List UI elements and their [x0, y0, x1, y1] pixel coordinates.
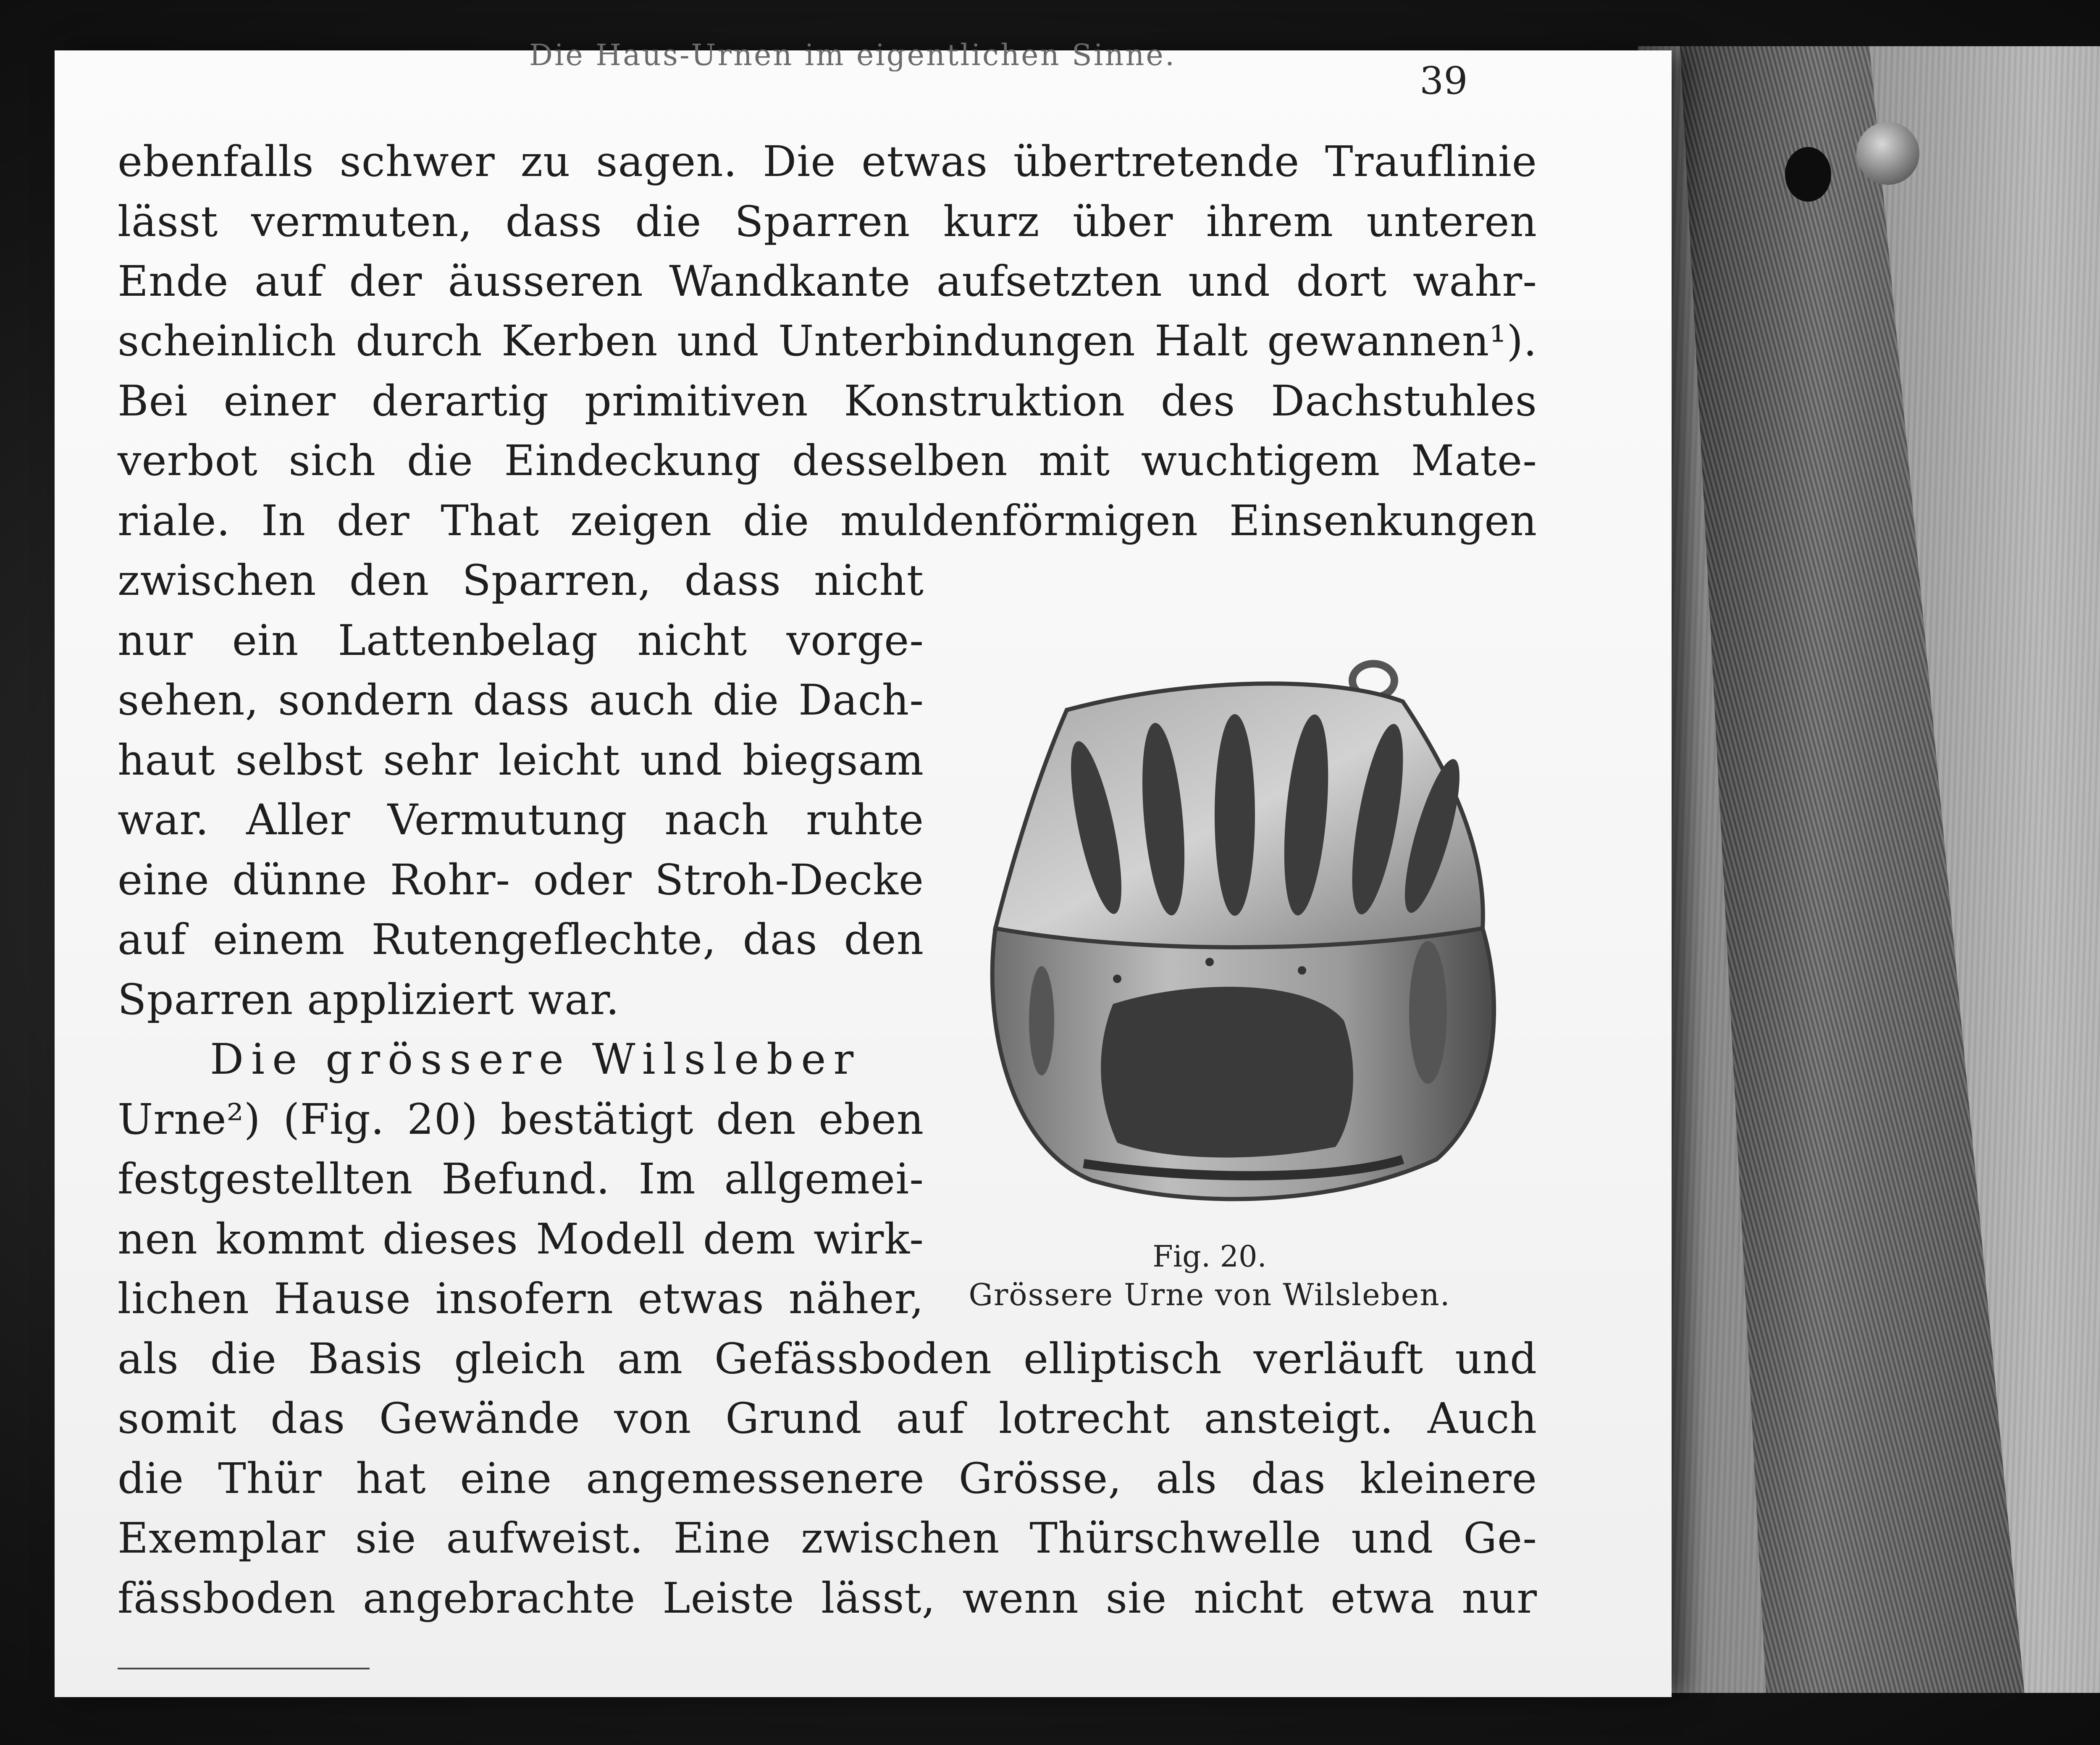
- text-line: fässboden angebrachte Leiste lässt, wenn sie nicht etwa nur: [118, 1574, 1537, 1623]
- text-line: sehen, sondern dass auch die Dach-: [118, 675, 924, 725]
- board-dowel: [1856, 122, 1919, 185]
- text-line: Urne²) (Fig. 20) bestätigt den eben: [118, 1095, 924, 1144]
- text-line: Exemplar sie aufweist. Eine zwischen Thürschwelle und Ge-: [118, 1514, 1537, 1563]
- figure-label: Fig. 20.: [1152, 1239, 1267, 1274]
- text-line: Bei einer derartig primitiven Konstruktion des Dachstuhles: [118, 376, 1537, 426]
- text-line: ebenfalls schwer zu sagen. Die etwas übertretende Trauflinie: [118, 137, 1537, 186]
- text-line: Ende auf der äusseren Wandkante aufsetzten und dort wahr-: [118, 257, 1537, 306]
- text-line: haut selbst sehr leicht und biegsam: [118, 736, 924, 785]
- text-line: riale. In der That zeigen die muldenförmigen Einsenkungen: [118, 496, 1537, 545]
- urn-door: [1101, 987, 1353, 1157]
- text-line: die Thür hat eine angemessenere Grösse, als das kleinere: [118, 1454, 1537, 1503]
- book-page: [55, 38, 1672, 1697]
- text-line: nur ein Lattenbelag nicht vorge-: [118, 616, 924, 665]
- text-line: verbot sich die Eindeckung desselben mit wuchtigem Mate-: [118, 436, 1537, 485]
- text-line: war. Aller Vermutung nach ruhte: [118, 795, 924, 844]
- page-number: 39: [1420, 59, 1468, 103]
- board-hole: [1785, 147, 1831, 202]
- text-line: eine dünne Rohr- oder Stroh-Decke: [118, 855, 924, 904]
- text-line: lichen Hause insofern etwas näher,: [118, 1274, 924, 1323]
- urn-slit: [1029, 966, 1054, 1075]
- text-line: somit das Gewände von Grund auf lotrecht ansteigt. Auch: [118, 1394, 1537, 1443]
- text-line: nen kommt dieses Modell dem wirk-: [118, 1214, 924, 1264]
- house-urn-illustration: [958, 601, 1512, 1218]
- text-line: Sparren appliziert war.: [118, 975, 620, 1024]
- text-line: festgestellten Befund. Im allgemei-: [118, 1154, 924, 1204]
- paragraph-lead: Die grössere Wilsleber: [210, 1035, 861, 1084]
- text-line: lässt vermuten, dass die Sparren kurz über ihrem unteren: [118, 197, 1537, 246]
- running-head: Die Haus-Urnen im eigentlichen Sinne.: [529, 38, 1176, 71]
- text-line: zwischen den Sparren, dass nicht: [118, 556, 924, 605]
- figure-caption: Grössere Urne von Wilsleben.: [969, 1277, 1451, 1312]
- text-line: scheinlich durch Kerben und Unterbindungen Halt gewannen¹).: [118, 316, 1537, 365]
- text-line: auf einem Rutengeflechte, das den: [118, 915, 924, 964]
- text-line: als die Basis gleich am Gefässboden elliptisch verläuft und: [118, 1334, 1537, 1383]
- footnote-rule: [118, 1668, 370, 1669]
- urn-slit: [1409, 941, 1447, 1084]
